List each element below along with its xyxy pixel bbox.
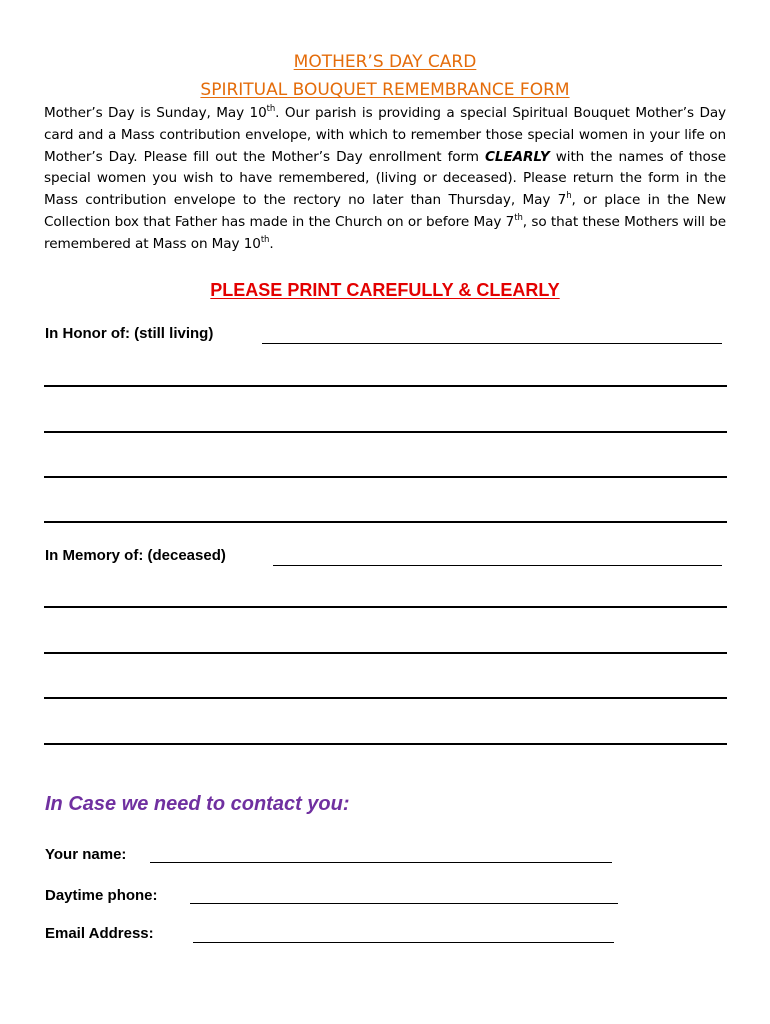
in-honor-input-line[interactable]	[262, 343, 722, 344]
email-address-label: Email Address:	[45, 925, 154, 942]
clearly-emphasis: CLEARLY	[485, 148, 550, 165]
in-memory-label: In Memory of: (deceased)	[45, 547, 226, 564]
honor-name-line-1[interactable]	[44, 385, 727, 387]
memory-name-line-1[interactable]	[44, 606, 727, 608]
honor-name-line-2[interactable]	[44, 431, 727, 433]
email-address-field[interactable]	[193, 942, 614, 943]
your-name-field[interactable]	[150, 862, 612, 863]
contact-heading: In Case we need to contact you:	[45, 793, 350, 815]
intro-paragraph: Mother’s Day is Sunday, May 10th. Our parish is providing a special Spiritual Bouquet Mother’s Day card and a Mass contribution envelope, with which to remember those special women in your life on Mother’s Day. Please fill out the Mother’s Day enrollment form CLEARLY with the names of those special women you wish to have remembered, (living or deceased). Please return the form in the Mass contribution envelope to the rectory no later than Thursday, May 7$^h$, or place in the New Collection box that Father has made in the Church on or before May 7th, so that these Mothers will be remembered at Mass on May 10th.	[44, 104, 726, 252]
form-title: MOTHER’S DAY CARD	[293, 52, 477, 72]
in-honor-label: In Honor of: (still living)	[45, 325, 214, 342]
daytime-phone-label: Daytime phone:	[45, 887, 158, 904]
memory-name-line-2[interactable]	[44, 652, 727, 654]
print-carefully-notice: PLEASE PRINT CAREFULLY & CLEARLY	[210, 280, 560, 300]
in-memory-input-line[interactable]	[273, 565, 722, 566]
memory-name-line-4[interactable]	[44, 743, 727, 745]
memory-name-line-3[interactable]	[44, 697, 727, 699]
honor-name-line-3[interactable]	[44, 476, 727, 478]
form-subtitle: SPIRITUAL BOUQUET REMEMBRANCE FORM	[200, 80, 570, 100]
your-name-label: Your name:	[45, 846, 127, 863]
daytime-phone-field[interactable]	[190, 903, 618, 904]
honor-name-line-4[interactable]	[44, 521, 727, 523]
